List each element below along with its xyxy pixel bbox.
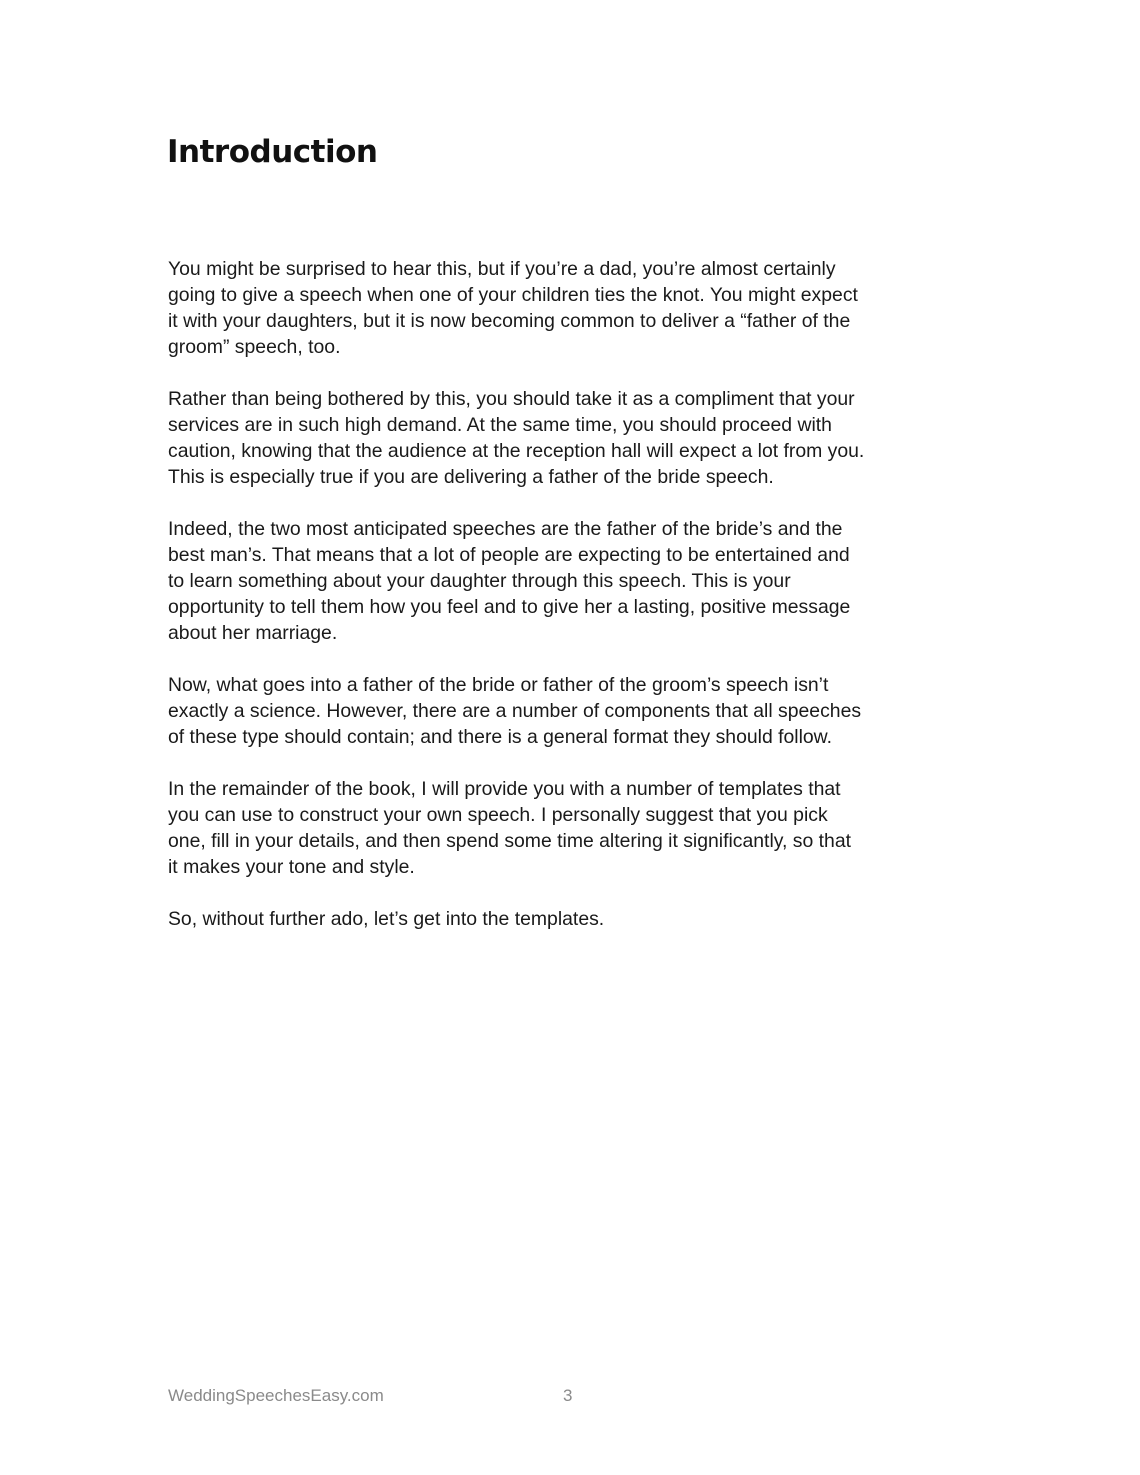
text-line: going to give a speech when one of your children ties the knot. You might expect [168, 284, 858, 306]
text-line: about her marriage. [168, 622, 338, 644]
text-line: groom” speech, too. [168, 336, 341, 358]
footer-site-name: WeddingSpeechesEasy.com [168, 1386, 384, 1405]
text-line: Rather than being bothered by this, you should take it as a compliment that your [168, 388, 855, 410]
page-heading: Introduction [167, 134, 378, 170]
text-line: to learn something about your daughter through this speech. This is your [168, 570, 791, 592]
text-line: you can use to construct your own speech. I personally suggest that you pick [168, 804, 828, 826]
text-line: caution, knowing that the audience at the reception hall will expect a lot from you. [168, 440, 865, 462]
text-line: In the remainder of the book, I will provide you with a number of templates that [168, 778, 841, 800]
paragraph [168, 672, 988, 750]
text-line: So, without further ado, let’s get into the templates. [168, 908, 605, 930]
text-line: services are in such high demand. At the same time, you should proceed with [168, 414, 832, 436]
paragraph [168, 386, 988, 490]
text-line: it with your daughters, but it is now becoming common to deliver a “father of the [168, 310, 851, 332]
paragraph [168, 906, 988, 932]
text-line: one, fill in your details, and then spend some time altering it significantly, so that [168, 830, 851, 852]
text-line: opportunity to tell them how you feel and to give her a lasting, positive message [168, 596, 851, 618]
text-line: You might be surprised to hear this, but if you’re a dad, you’re almost certainly [168, 258, 836, 280]
body-text [168, 256, 988, 958]
text-line: This is especially true if you are delivering a father of the bride speech. [168, 466, 774, 488]
text-line: best man’s. That means that a lot of people are expecting to be entertained and [168, 544, 850, 566]
text-line: of these type should contain; and there is a general format they should follow. [168, 726, 833, 748]
footer-page-number: 3 [563, 1386, 573, 1405]
text-line: it makes your tone and style. [168, 856, 415, 878]
text-line: Indeed, the two most anticipated speeches are the father of the bride’s and the [168, 518, 843, 540]
paragraph [168, 256, 988, 360]
paragraph [168, 516, 988, 646]
text-line: Now, what goes into a father of the bride or father of the groom’s speech isn’t [168, 674, 829, 696]
text-line: exactly a science. However, there are a number of components that all speeches [168, 700, 862, 722]
paragraph [168, 776, 988, 880]
